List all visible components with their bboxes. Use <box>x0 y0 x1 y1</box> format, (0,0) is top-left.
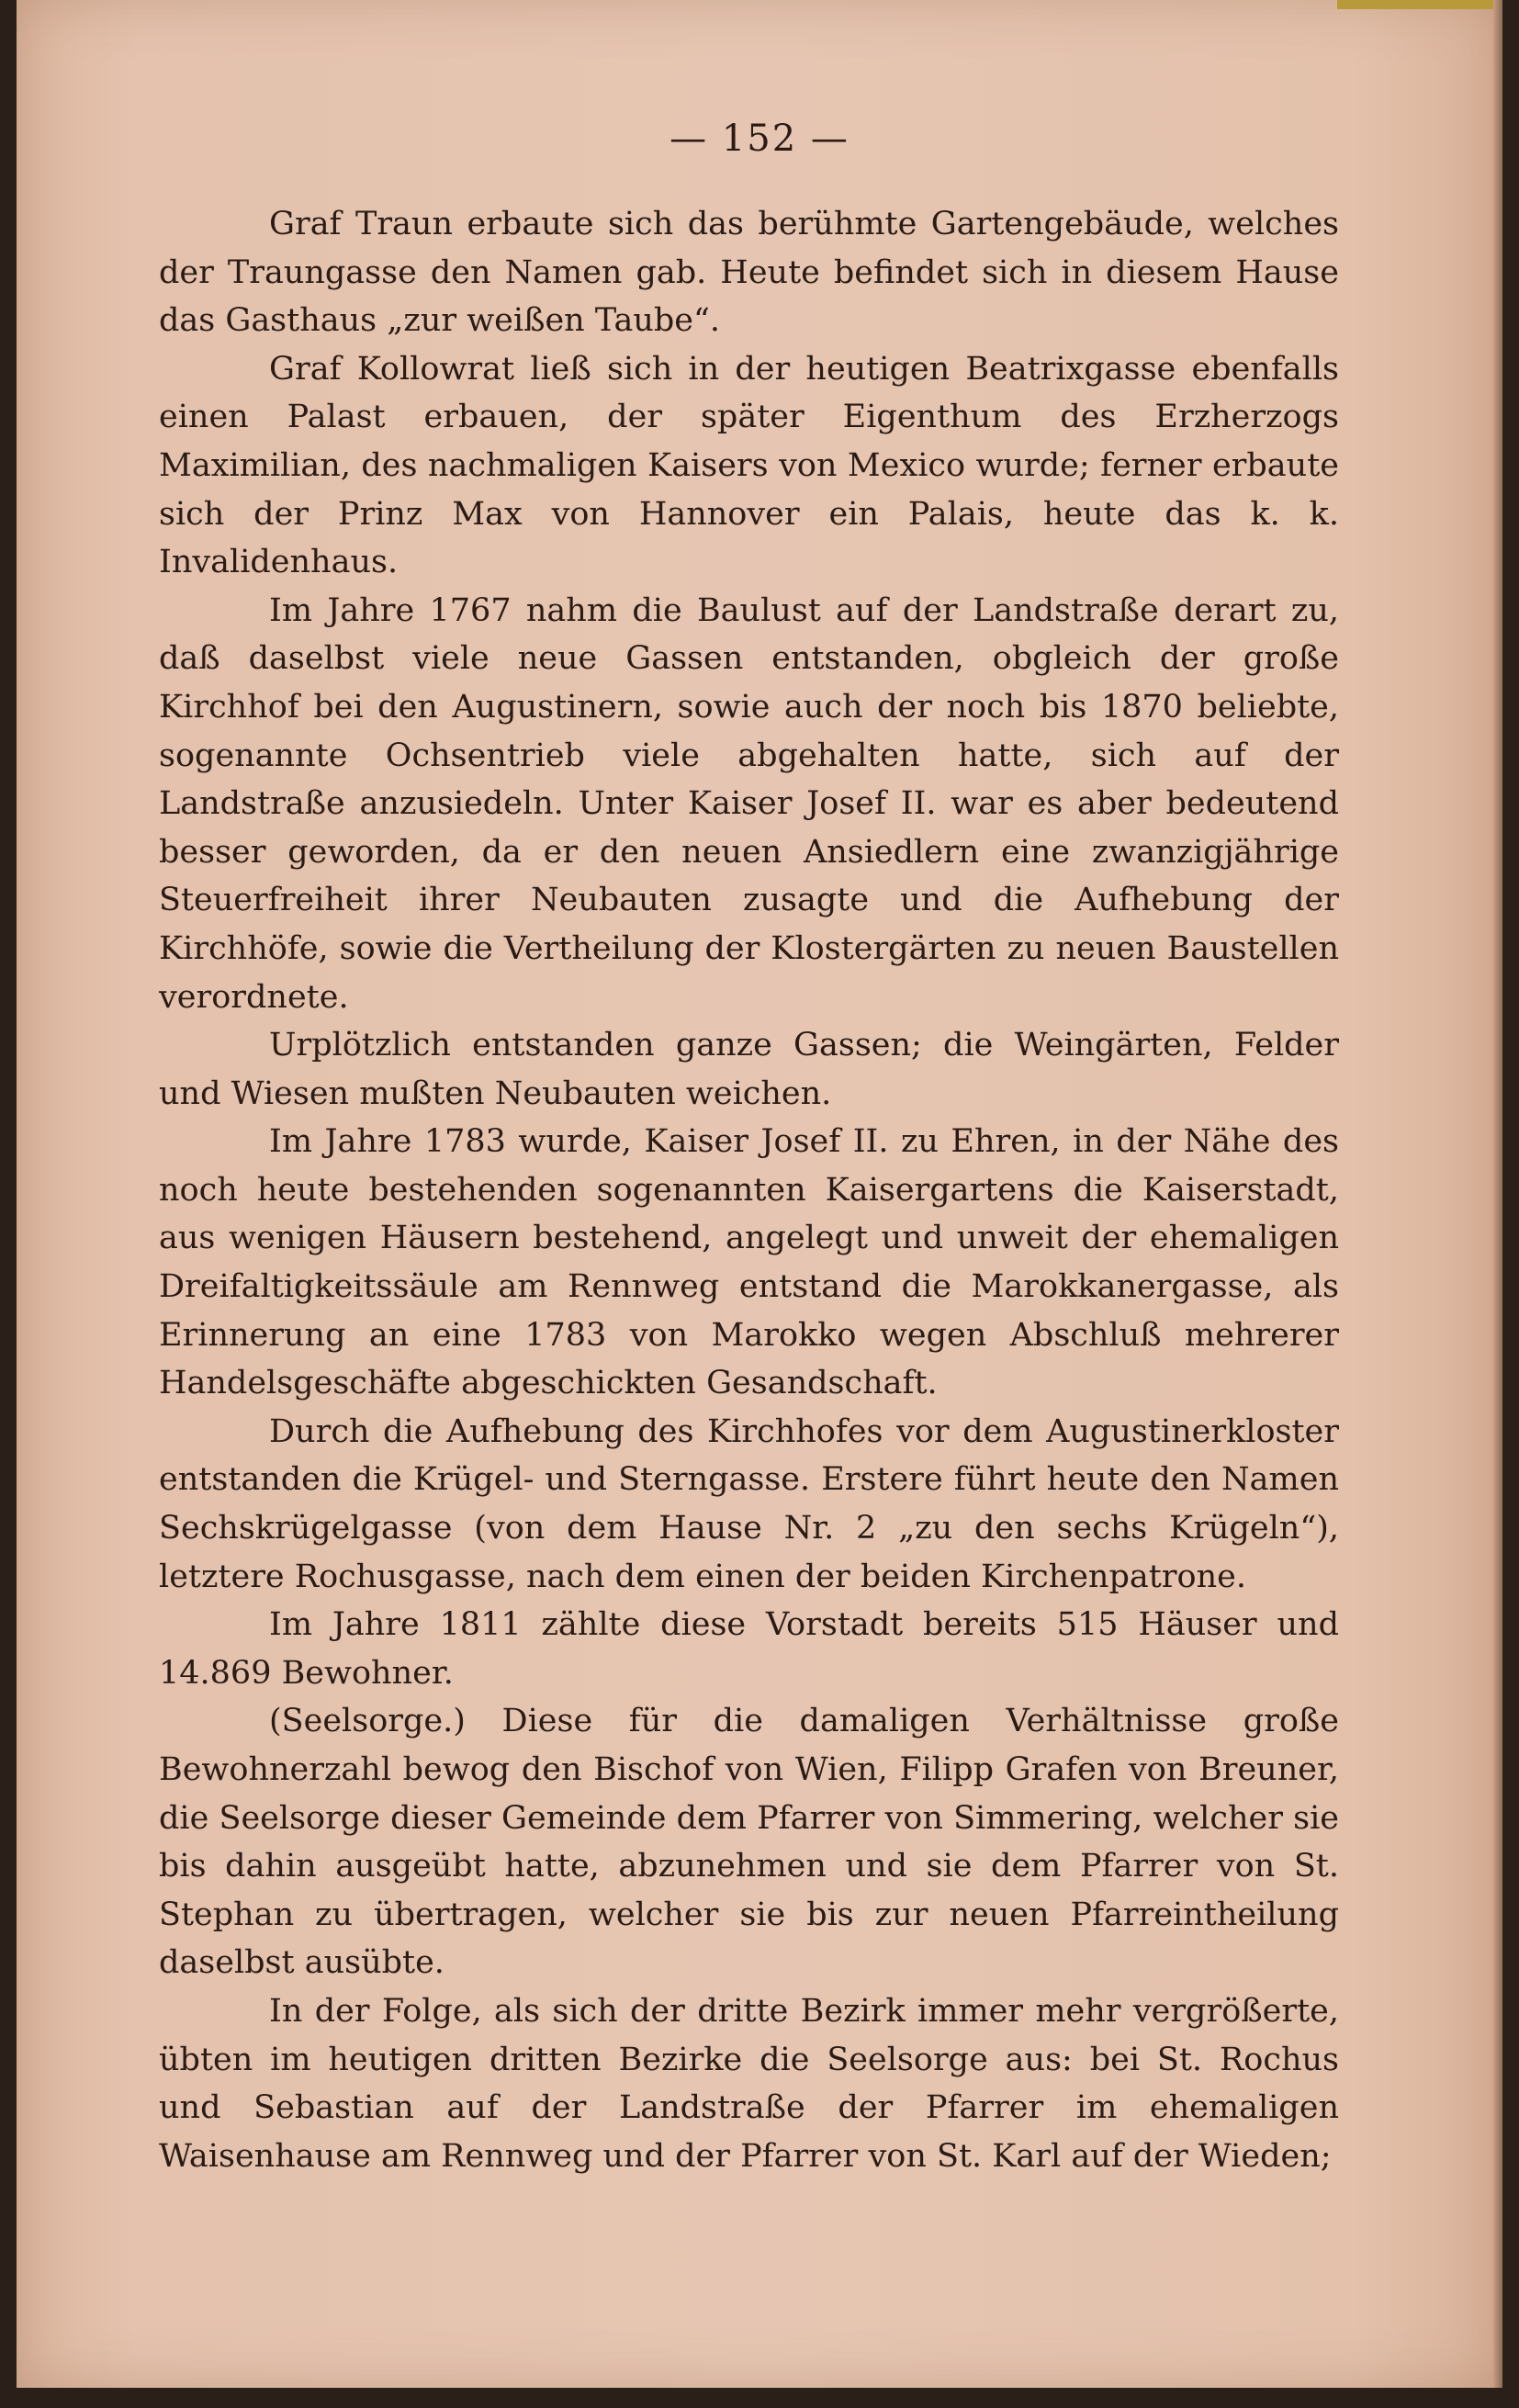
paragraph-1783: Im Jahre 1783 wurde, Kaiser Josef II. zu Ehren, in der Nähe des noch heute bestehenden sogenannten Kaisergartens die Kaiserstadt, aus wenigen Häusern bestehend, angelegt und unweit der ehemaligen Dreifaltigkeitssäule am Rennweg entstand die Marokkanergasse, als Erinnerung an eine 1783 von Marokko wegen Abschluß mehrerer Handelsgeschäfte abgeschickten Gesandschaft. <box>159 1123 1339 1402</box>
paragraph-1767: Im Jahre 1767 nahm die Baulust auf der Landstraße derart zu, daß daselbst viele neue Gassen entstanden, obgleich der große Kirchhof bei den Augustinern, sowie auch der noch bis 1870 beliebte, sogenannte Ochsentrieb viele abgehalten hatte, sich auf der Landstraße anzusiedeln. Unter Kaiser Josef II. war es aber bedeutend besser geworden, da er den neuen Ansiedlern eine zwanzigjährige Steuerfreiheit ihrer Neubauten zusagte und die Aufhebung der Kirchhöfe, sowie die Vertheilung der Klostergärten zu neuen Baustellen verordnete. <box>159 591 1339 1016</box>
paragraph-folge: In der Folge, als sich der dritte Bezirk immer mehr vergrößerte, übten im heutigen dritten Bezirke die Seelsorge aus: bei St. Rochus und Sebastian auf der Landstraße der Pfarrer im ehemaligen Waisenhause am Rennweg und der Pfarrer von St. Karl auf der Wieden; <box>159 1992 1339 2175</box>
paragraph-kollowrat: Graf Kollowrat ließ sich in der heutigen Beatrixgasse ebenfalls einen Palast erbauen, der später Eigenthum des Erzherzogs Maximilian, des nachmaligen Kaisers von Mexico wurde; ferner erbaute sich der Prinz Max von Hannover ein Palais, heute das k. k. Invalidenhaus. <box>159 350 1339 581</box>
paragraph-1811: Im Jahre 1811 zählte diese Vorstadt bereits 515 Häuser und 14.869 Bewohner. <box>159 1606 1339 1692</box>
page-number: — 152 — <box>669 118 850 160</box>
paragraph-seelsorge: (Seelsorge.) Diese für die damaligen Verhältnisse große Bewohnerzahl bewog den Bischof von Wien, Filipp Grafen von Breuner, die Seelsorge dieser Gemeinde dem Pfarrer von Simmering, welcher sie bis dahin ausgeübt hatte, abzunehmen und sie dem Pfarrer von St. Stephan zu übertragen, welcher sie bis zur neuen Pfarreintheilung daselbst ausübte. <box>159 1703 1339 1982</box>
book-edge-gilding <box>1337 0 1502 9</box>
paragraph-urploetzlich: Urplötzlich entstanden ganze Gassen; die Weingärten, Felder und Wiesen mußten Neubauten weichen. <box>159 1027 1339 1112</box>
body-text <box>159 200 1339 2180</box>
paragraph-kirchhof: Durch die Aufhebung des Kirchhofes vor dem Augustinerkloster entstanden die Krügel- und Sterngasse. Erstere führt heute den Namen Sechskrügelgasse (von dem Hause Nr. 2 „zu den sechs Krügeln“), letztere Rochusgasse, nach dem einen der beiden Kirchenpatrone. <box>159 1412 1339 1595</box>
page-edge-shadow <box>1493 0 1502 2388</box>
paragraph-traun: Graf Traun erbaute sich das berühmte Gartengebäude, welches der Traungasse den Namen gab. Heute befindet sich in diesem Hause das Gasthaus „zur weißen Taube“. <box>159 206 1339 340</box>
book-page <box>17 0 1502 2388</box>
